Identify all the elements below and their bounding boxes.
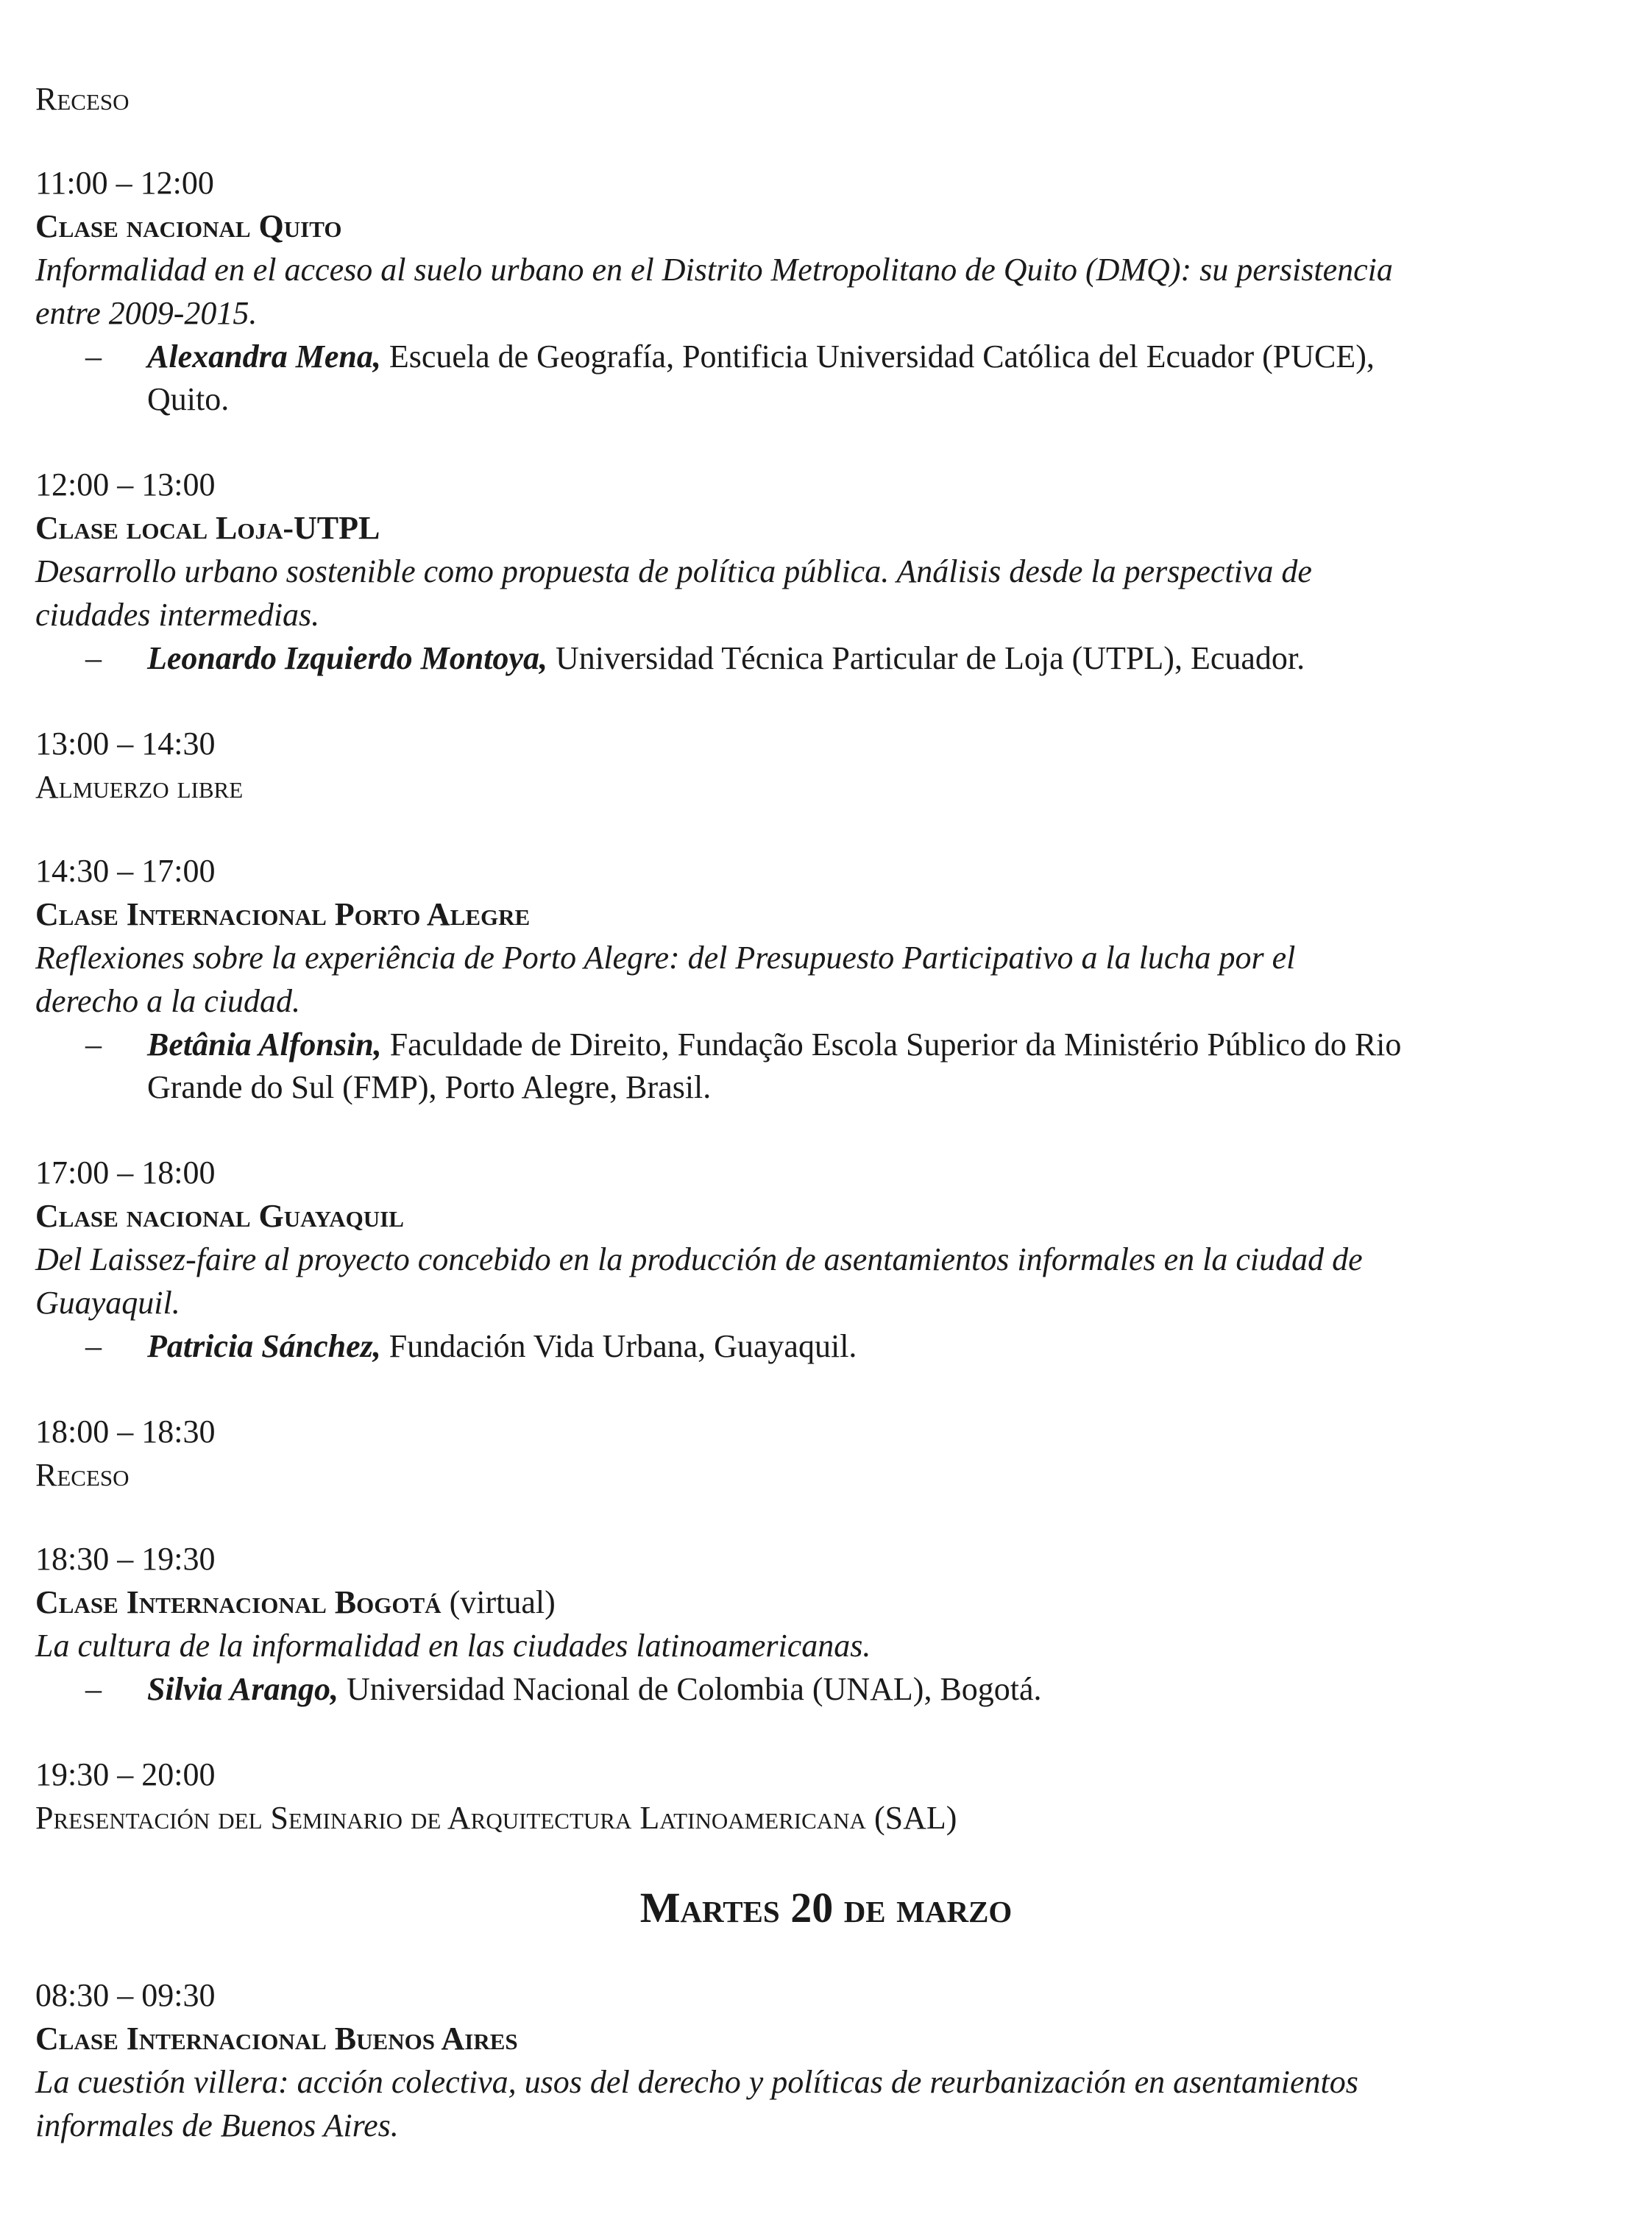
speaker-name: Silvia Arango, xyxy=(147,1671,338,1707)
session-time: 14:30 – 17:00 xyxy=(35,853,216,889)
session-title-line: Del Laissez-faire al proyecto concebido en la producción de asentamientos informales en la ciudad de xyxy=(35,1241,1363,1277)
session-heading-suffix: (virtual) xyxy=(441,1584,556,1620)
speaker-affiliation: Escuela de Geografía, Pontificia Universidad Católica del Ecuador (PUCE), xyxy=(380,338,1375,375)
speaker-affiliation: Faculdade de Direito, Fundação Escola Superior da Ministério Público do Rio xyxy=(381,1026,1402,1063)
speaker-body xyxy=(147,1024,1579,1109)
session-heading: Clase Internacional Porto Alegre xyxy=(35,896,531,932)
session-time: 12:00 – 13:00 xyxy=(35,467,216,503)
list-dash: – xyxy=(85,1328,102,1364)
day-header: Martes 20 de marzo xyxy=(639,1884,1013,1932)
speaker-affiliation-cont: Grande do Sul (FMP), Porto Alegre, Brasil. xyxy=(147,1069,712,1105)
session-time: 13:00 – 14:30 xyxy=(35,726,216,762)
session-title-line: Guayaquil. xyxy=(35,1285,180,1321)
session-time: 08:30 – 09:30 xyxy=(35,1977,216,2013)
session-heading: Clase Internacional Buenos Aires xyxy=(35,2021,518,2057)
session-title-line: derecho a la ciudad. xyxy=(35,983,301,1019)
list-dash: – xyxy=(85,640,102,676)
session-time: 17:00 – 18:00 xyxy=(35,1154,216,1191)
session-title-line: La cuestión villera: acción colectiva, usos del derecho y políticas de reurbanización en asentamientos xyxy=(35,2064,1358,2100)
recess-label: Receso xyxy=(35,81,130,117)
session-time: 11:00 – 12:00 xyxy=(35,165,214,201)
speaker-affiliation: Universidad Técnica Particular de Loja (UTPL), Ecuador. xyxy=(547,640,1305,676)
speaker-affiliation-cont: Quito. xyxy=(147,381,230,417)
session-title-line: Desarrollo urbano sostenible como propuesta de política pública. Análisis desde la perspectiva de xyxy=(35,553,1312,589)
session-heading: Clase local Loja-UTPL xyxy=(35,510,380,546)
session-time: 19:30 – 20:00 xyxy=(35,1756,216,1792)
session-title-line: Reflexiones sobre la experiência de Porto Alegre: del Presupuesto Participativo a la lucha por el xyxy=(35,940,1296,976)
speaker-body xyxy=(147,637,1579,680)
speaker-name: Patricia Sánchez, xyxy=(147,1328,381,1364)
speaker-name: Leonardo Izquierdo Montoya, xyxy=(147,640,547,676)
session-heading-row xyxy=(35,1581,1579,1624)
list-dash: – xyxy=(85,1671,102,1707)
presentation-label: Presentación del Seminario de Arquitectura Latinoamericana (SAL) xyxy=(35,1800,957,1836)
speaker-name: Betânia Alfonsin, xyxy=(147,1026,382,1063)
session-heading: Clase Internacional Bogotá xyxy=(35,1584,442,1620)
session-title-line: ciudades intermedias. xyxy=(35,597,320,633)
speaker-body xyxy=(147,1325,1579,1368)
list-dash: – xyxy=(85,338,102,375)
session-title-line: Informalidad en el acceso al suelo urbano en el Distrito Metropolitano de Quito (DMQ): su persistencia xyxy=(35,252,1393,288)
speaker-affiliation: Universidad Nacional de Colombia (UNAL), Bogotá. xyxy=(338,1671,1042,1707)
speaker-affiliation: Fundación Vida Urbana, Guayaquil. xyxy=(380,1328,857,1364)
speaker-body xyxy=(147,336,1579,421)
session-title-line: entre 2009-2015. xyxy=(35,295,258,331)
session-heading: Clase nacional Guayaquil xyxy=(35,1198,404,1234)
session-title-line: La cultura de la informalidad en las ciudades latinoamericanas. xyxy=(35,1628,871,1664)
lunch-label: Almuerzo libre xyxy=(35,769,244,805)
speaker-name: Alexandra Mena, xyxy=(147,338,381,375)
session-time: 18:30 – 19:30 xyxy=(35,1541,216,1577)
session-heading: Clase nacional Quito xyxy=(35,208,342,244)
list-dash: – xyxy=(85,1026,102,1063)
recess-label: Receso xyxy=(35,1457,130,1493)
session-title-line: informales de Buenos Aires. xyxy=(35,2107,399,2143)
speaker-body xyxy=(147,1668,1579,1711)
session-time: 18:00 – 18:30 xyxy=(35,1414,216,1450)
